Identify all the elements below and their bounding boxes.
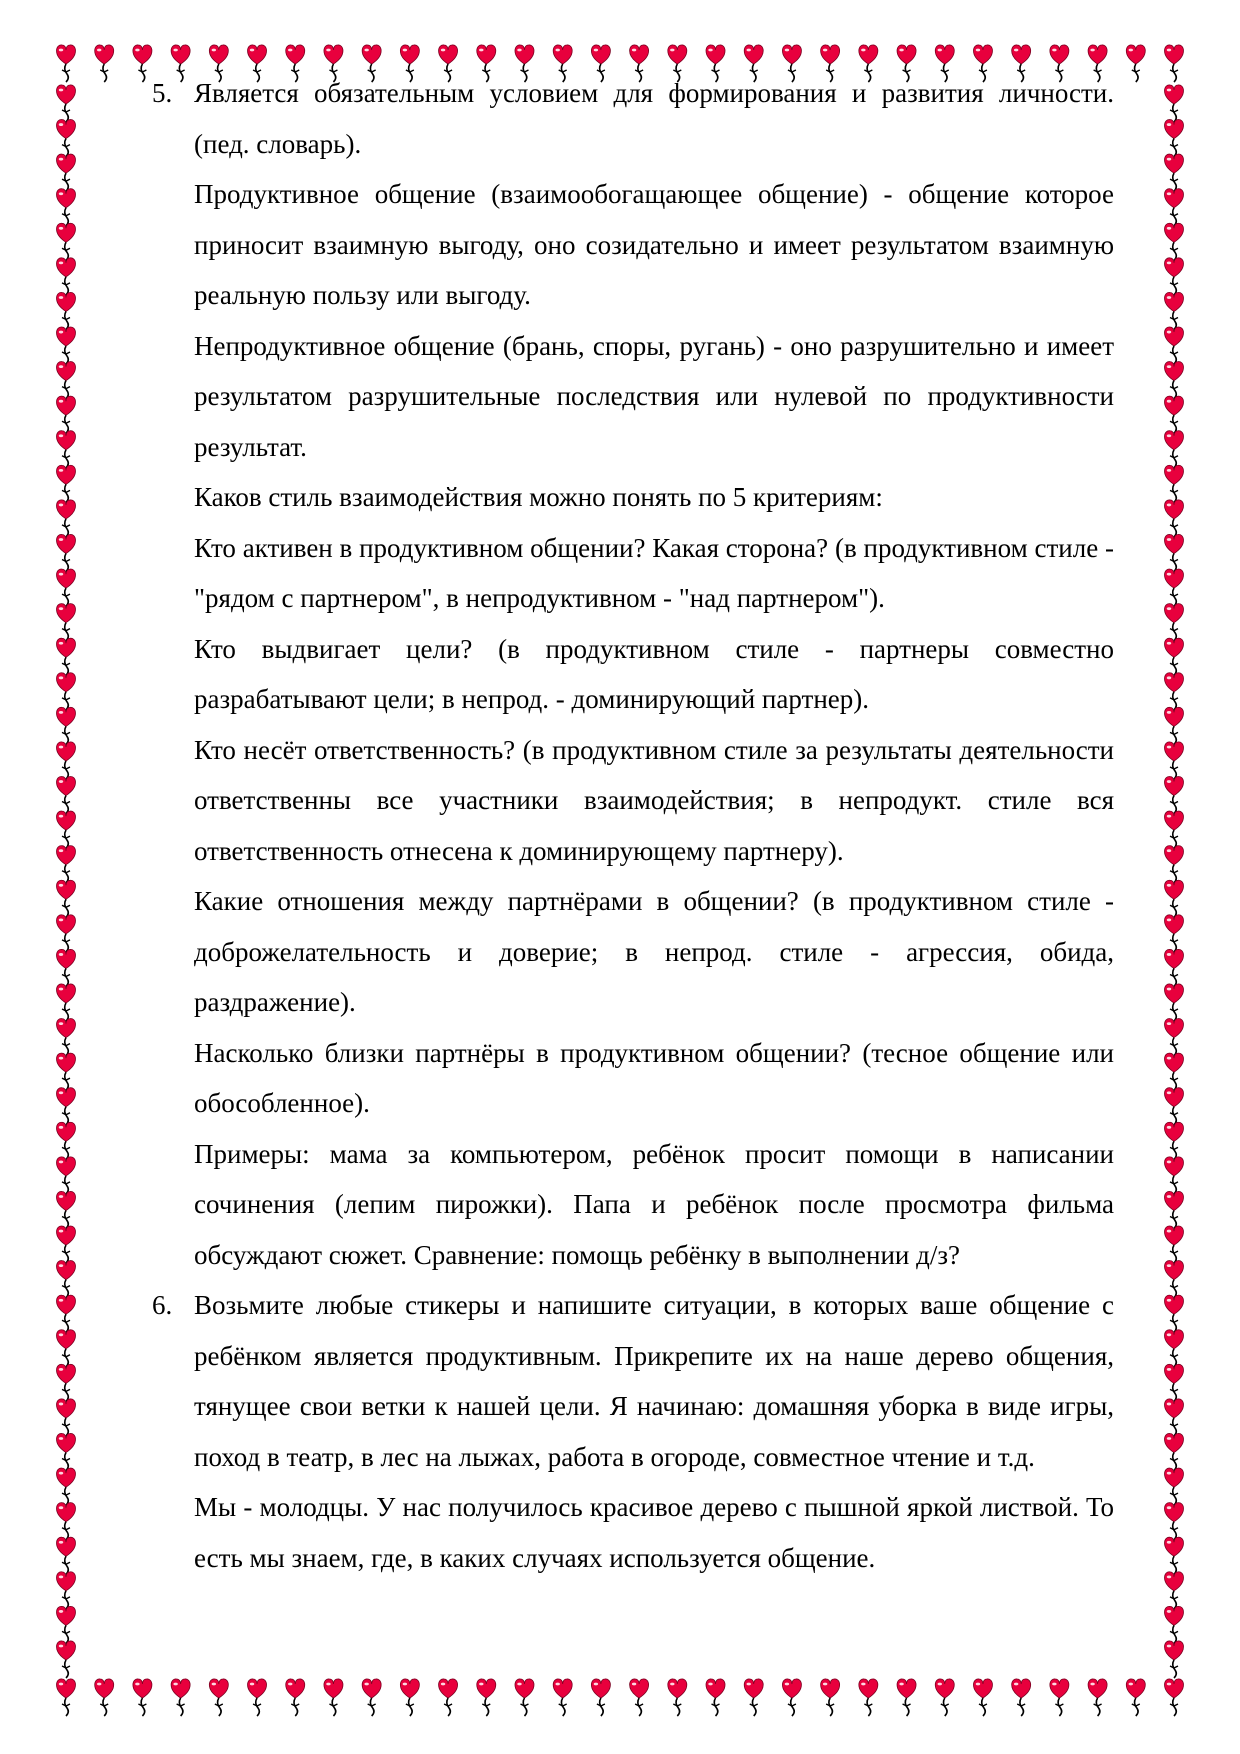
heart-balloon-icon — [57, 362, 76, 399]
heart-balloon-icon — [286, 1679, 305, 1716]
heart-balloon-icon — [57, 45, 76, 82]
heart-balloon-icon — [1165, 223, 1184, 260]
heart-balloon-icon — [1165, 1679, 1184, 1716]
heart-balloon-icon — [553, 1679, 572, 1716]
list-item-6 — [152, 1280, 1114, 1482]
heart-balloon-icon — [1165, 569, 1184, 606]
paragraph: Каков стиль взаимодействия можно понять по 5 критериям: — [194, 482, 883, 512]
heart-balloon-icon — [1165, 1295, 1184, 1332]
heart-balloon-icon — [744, 1679, 763, 1716]
heart-balloon-icon — [324, 1679, 343, 1716]
paragraph: Кто выдвигает цели? (в продуктивном стиле - партнеры совместно разрабатывают цели; в непрод. - доминирующий партнер). — [194, 633, 1114, 714]
heart-balloon-icon — [1165, 846, 1184, 883]
heart-balloon-icon — [57, 189, 76, 226]
heart-balloon-icon — [1165, 292, 1184, 329]
list-item-5 — [152, 68, 1114, 169]
heart-balloon-icon — [57, 465, 76, 502]
heart-balloon-icon — [209, 1679, 228, 1716]
heart-balloon-icon — [1050, 1679, 1069, 1716]
heart-balloon-icon — [1165, 120, 1184, 157]
heart-balloon-icon — [57, 776, 76, 813]
heart-balloon-icon — [1165, 638, 1184, 675]
heart-balloon-icon — [57, 846, 76, 883]
heart-balloon-icon — [57, 1606, 76, 1643]
heart-balloon-icon — [1165, 915, 1184, 952]
paragraph: Продуктивное общение (взаимообогащающее общение) - общение которое приносит взаимную выгоду, оно созидательно и имеет результатом взаимную реальную пользу или выгоду. — [194, 179, 1114, 310]
heart-balloon-icon — [1165, 1122, 1184, 1159]
heart-balloon-icon — [706, 1679, 725, 1716]
heart-balloon-icon — [1165, 776, 1184, 813]
paragraph: Кто активен в продуктивном общении? Какая сторона? (в продуктивном стиле - "рядом с партнером", в непродуктивном - "над партнером"). — [194, 532, 1114, 613]
heart-balloon-icon — [821, 1679, 840, 1716]
heart-balloon-icon — [57, 327, 76, 364]
heart-balloon-icon — [57, 223, 76, 260]
heart-balloon-icon — [1165, 604, 1184, 641]
heart-balloon-icon — [57, 1503, 76, 1540]
heart-balloon-icon — [1165, 673, 1184, 710]
heart-balloon-icon — [630, 1679, 649, 1716]
heart-balloon-icon — [477, 1679, 496, 1716]
heart-balloon-icon — [57, 638, 76, 675]
heart-balloon-icon — [1165, 949, 1184, 986]
list-item-text: Возьмите любые стикеры и напишите ситуации, в которых ваше общение с ребёнком является продуктивным. Прикрепите их на наше дерево общения, тянущее свои ветки к нашей цели. Я начинаю: домашняя уборка в виде игры, поход в театр, в лес на лыжах, работа в огороде, совместное чтение и т.д. — [194, 1290, 1114, 1472]
heart-balloon-icon — [1165, 431, 1184, 468]
heart-balloon-icon — [57, 258, 76, 295]
heart-balloon-icon — [57, 604, 76, 641]
heart-balloon-icon — [1165, 396, 1184, 433]
heart-balloon-icon — [57, 1679, 76, 1716]
heart-balloon-icon — [1165, 1330, 1184, 1367]
heart-balloon-icon — [57, 1191, 76, 1228]
heart-balloon-icon — [1165, 1468, 1184, 1505]
heart-balloon-icon — [1165, 1053, 1184, 1090]
heart-balloon-icon — [1165, 362, 1184, 399]
heart-balloon-icon — [57, 1088, 76, 1125]
heart-balloon-icon — [57, 85, 76, 122]
heart-balloon-icon — [1165, 1157, 1184, 1194]
heart-balloon-icon — [400, 1679, 419, 1716]
paragraph: Примеры: мама за компьютером, ребёнок просит помощи в написании сочинения (лепим пирожки). Папа и ребёнок после просмотра фильма обсуждают сюжет. Сравнение: помощь ребёнку в выполнении д/з? — [194, 1138, 1114, 1270]
heart-balloon-icon — [1126, 1679, 1145, 1716]
list-number: 5. — [152, 78, 173, 108]
heart-balloon-icon — [57, 1537, 76, 1574]
heart-balloon-icon — [57, 1019, 76, 1056]
heart-balloon-icon — [57, 915, 76, 952]
heart-balloon-icon — [1165, 1572, 1184, 1609]
list-item-text: Является обязательным условием для формирования и развития личности. (пед. словарь). — [194, 78, 1114, 159]
heart-balloon-icon — [1165, 1433, 1184, 1470]
heart-balloon-icon — [1165, 880, 1184, 917]
heart-balloon-icon — [171, 45, 190, 82]
heart-balloon-icon — [57, 1226, 76, 1263]
heart-balloon-icon — [1165, 742, 1184, 779]
heart-balloon-icon — [1126, 45, 1145, 82]
heart-balloon-icon — [782, 1679, 801, 1716]
heart-balloon-icon — [133, 1679, 152, 1716]
list-number: 6. — [152, 1290, 173, 1320]
heart-balloon-icon — [1165, 1261, 1184, 1298]
heart-balloon-icon — [57, 1330, 76, 1367]
paragraph: Какие отношения между партнёрами в общении? (в продуктивном стиле - доброжелательность и доверие; в непрод. стиле - агрессия, обида, раздражение). — [194, 886, 1114, 1017]
heart-balloon-icon — [57, 569, 76, 606]
heart-balloon-icon — [133, 45, 152, 82]
heart-balloon-icon — [1165, 984, 1184, 1021]
heart-balloon-icon — [668, 1679, 687, 1716]
heart-balloon-icon — [897, 1679, 916, 1716]
heart-balloon-icon — [95, 1679, 114, 1716]
heart-balloon-icon — [1088, 1679, 1107, 1716]
heart-balloon-icon — [1165, 534, 1184, 571]
heart-balloon-icon — [95, 45, 114, 82]
heart-balloon-icon — [1165, 154, 1184, 191]
heart-balloon-icon — [57, 1641, 76, 1678]
heart-balloon-icon — [1165, 1191, 1184, 1228]
heart-balloon-icon — [1165, 500, 1184, 537]
heart-balloon-icon — [935, 1679, 954, 1716]
heart-balloon-icon — [248, 1679, 267, 1716]
heart-balloon-icon — [57, 1295, 76, 1332]
paragraph: Непродуктивное общение (брань, споры, ругань) - оно разрушительно и имеет результатом разрушительные последствия или нулевой по продуктивности результат. — [194, 330, 1114, 462]
heart-balloon-icon — [1165, 465, 1184, 502]
heart-balloon-icon — [57, 1364, 76, 1401]
heart-balloon-icon — [1165, 327, 1184, 364]
heart-balloon-icon — [1165, 1503, 1184, 1540]
heart-balloon-icon — [57, 120, 76, 157]
heart-balloon-icon — [439, 1679, 458, 1716]
heart-balloon-icon — [1165, 1019, 1184, 1056]
heart-balloon-icon — [57, 1572, 76, 1609]
heart-balloon-icon — [1165, 258, 1184, 295]
paragraph: Насколько близки партнёры в продуктивном общении? (тесное общение или обособленное). — [194, 1037, 1114, 1118]
heart-balloon-icon — [859, 1679, 878, 1716]
heart-balloon-icon — [1165, 707, 1184, 744]
heart-balloon-icon — [57, 673, 76, 710]
heart-balloon-icon — [57, 1468, 76, 1505]
heart-balloon-icon — [57, 984, 76, 1021]
heart-balloon-icon — [1165, 1364, 1184, 1401]
heart-balloon-icon — [57, 742, 76, 779]
heart-balloon-icon — [57, 292, 76, 329]
heart-balloon-icon — [57, 396, 76, 433]
heart-balloon-icon — [1165, 1606, 1184, 1643]
heart-balloon-icon — [973, 1679, 992, 1716]
heart-balloon-icon — [57, 431, 76, 468]
heart-balloon-icon — [362, 1679, 381, 1716]
heart-balloon-icon — [1165, 811, 1184, 848]
heart-balloon-icon — [1165, 1226, 1184, 1263]
heart-balloon-icon — [1165, 45, 1184, 82]
heart-balloon-icon — [57, 1122, 76, 1159]
heart-balloon-icon — [515, 1679, 534, 1716]
heart-balloon-icon — [57, 707, 76, 744]
closing-paragraph: Мы - молодцы. У нас получилось красивое дерево с пышной яркой листвой. То есть мы знаем, где, в каких случаях используется общение. — [194, 1492, 1114, 1573]
heart-balloon-icon — [57, 1261, 76, 1298]
heart-balloon-icon — [1165, 189, 1184, 226]
heart-balloon-icon — [1165, 1088, 1184, 1125]
heart-balloon-icon — [171, 1679, 190, 1716]
heart-balloon-icon — [57, 1399, 76, 1436]
heart-balloon-icon — [57, 811, 76, 848]
heart-balloon-icon — [57, 534, 76, 571]
heart-balloon-icon — [57, 154, 76, 191]
heart-balloon-icon — [57, 1157, 76, 1194]
heart-balloon-icon — [57, 880, 76, 917]
heart-balloon-icon — [1165, 1641, 1184, 1678]
heart-balloon-icon — [57, 1433, 76, 1470]
heart-balloon-icon — [591, 1679, 610, 1716]
heart-balloon-icon — [57, 500, 76, 537]
heart-balloon-icon — [1165, 1399, 1184, 1436]
heart-balloon-icon — [1165, 1537, 1184, 1574]
text-body — [152, 68, 1114, 1583]
heart-balloon-icon — [57, 1053, 76, 1090]
heart-balloon-icon — [1012, 1679, 1031, 1716]
heart-balloon-icon — [1165, 85, 1184, 122]
paragraph: Кто несёт ответственность? (в продуктивном стиле за результаты деятельности ответственны все участники взаимодействия; в непродукт. стиле вся ответственность отнесена к доминирующему партнеру). — [194, 734, 1114, 866]
heart-balloon-icon — [57, 949, 76, 986]
